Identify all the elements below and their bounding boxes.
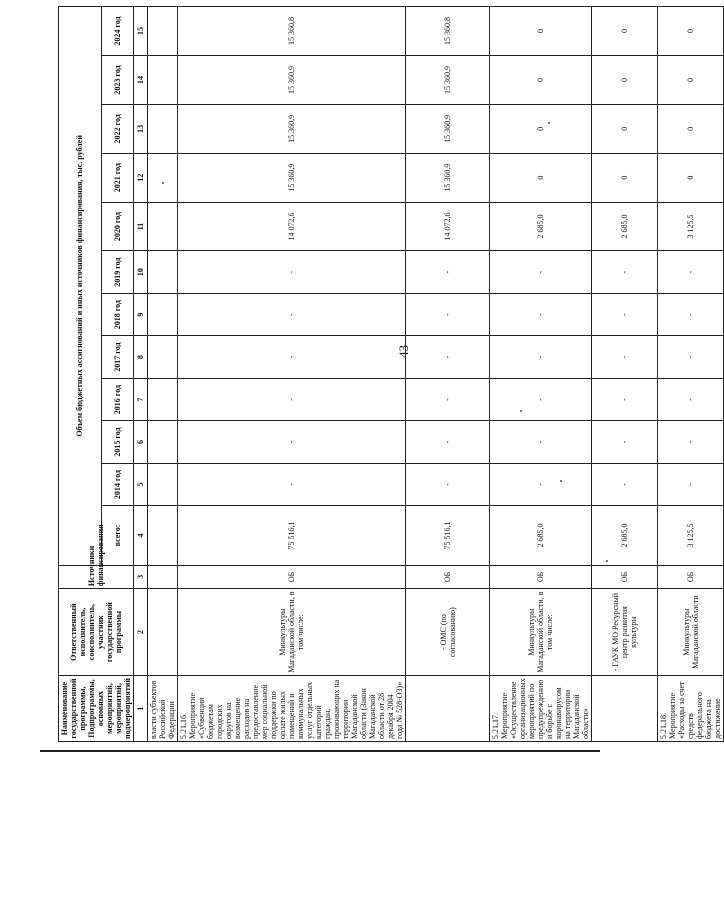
header-year: 2020 год xyxy=(101,202,133,251)
cell-value: 15 360,9 xyxy=(406,104,490,153)
header-year: 2019 год xyxy=(101,251,133,293)
cell-responsible: Минкультуры Магаданской области xyxy=(658,589,724,676)
cell-name: 5.21.17. Мероприятие «Осуществление организационных мероприятий по предупреждению и борьбе с коронавирусом на территории Магаданской области» xyxy=(490,676,592,742)
cell-value: - xyxy=(490,336,592,378)
column-number: 15 xyxy=(134,7,148,56)
column-number: 12 xyxy=(134,153,148,202)
column-number: 4 xyxy=(134,506,148,565)
cell-value: - xyxy=(406,378,490,420)
cell-value xyxy=(148,251,178,293)
cell-value: - xyxy=(178,463,406,505)
cell-total: 2 685,0 xyxy=(592,506,658,565)
cell-value: - xyxy=(406,251,490,293)
cell-value: 0 xyxy=(658,7,724,56)
cell-value: 0 xyxy=(490,7,592,56)
page-number: 43 xyxy=(396,345,411,358)
cell-value: - xyxy=(658,421,724,463)
cell-value: - xyxy=(178,293,406,335)
column-number: 2 xyxy=(134,589,148,676)
header-year: 2016 год xyxy=(101,378,133,420)
cell-value: - xyxy=(406,421,490,463)
cell-value: - xyxy=(592,378,658,420)
column-number: 7 xyxy=(134,378,148,420)
column-number: 8 xyxy=(134,336,148,378)
cell-value xyxy=(148,202,178,251)
header-year: 2015 год xyxy=(101,421,133,463)
cell-value: - xyxy=(178,378,406,420)
cell-value: - xyxy=(592,463,658,505)
cell-value: - xyxy=(406,293,490,335)
table-row xyxy=(592,7,658,742)
cell-name: власти субъектов Российской Федерации xyxy=(148,676,178,742)
cell-total: 75 516,1 xyxy=(406,506,490,565)
cell-value: - xyxy=(178,421,406,463)
header-responsible: Ответственный исполнитель, соисполнитель, участник государственной программы xyxy=(59,589,134,676)
cell-source: ОБ xyxy=(490,565,592,588)
scan-speck xyxy=(520,410,522,412)
cell-name: 5.21.18. Мероприятие «Расходы за счет средств федерального бюджета на достижение xyxy=(658,676,724,742)
cell-value xyxy=(148,56,178,105)
column-number: 10 xyxy=(134,251,148,293)
cell-name: 5.21.16. Мероприятие «Субвенции бюджетам городских округов на возмещение расходов на предоставление мер социальной поддержки по оплате жилых помещений и коммунальных услуг отдельных категорий граждан, проживающих на территории Магаданской области (Закон Магаданской области от 28 декабря 2004 года № 528-ОЗ)» xyxy=(178,676,406,742)
cell-value xyxy=(148,104,178,153)
header-year: 2017 год xyxy=(101,336,133,378)
cell-value: - xyxy=(658,251,724,293)
cell-total: 3 125,5 xyxy=(658,506,724,565)
cell-value xyxy=(148,7,178,56)
cell-value: 15 360,9 xyxy=(178,153,406,202)
column-number: 9 xyxy=(134,293,148,335)
cell-value: - xyxy=(592,421,658,463)
cell-value: 0 xyxy=(592,7,658,56)
cell-value: - xyxy=(178,336,406,378)
column-number: 3 xyxy=(134,565,148,588)
column-number: 14 xyxy=(134,56,148,105)
cell-name xyxy=(406,676,490,742)
cell-value: 0 xyxy=(658,104,724,153)
cell-value: 3 125,5 xyxy=(658,202,724,251)
cell-source: ОБ xyxy=(592,565,658,588)
funding-table xyxy=(58,6,724,742)
cell-value: 0 xyxy=(490,153,592,202)
cell-responsible: Минкультуры Магаданской области, в том числе: xyxy=(490,589,592,676)
column-number: 5 xyxy=(134,463,148,505)
cell-value: 0 xyxy=(490,104,592,153)
cell-value: - xyxy=(658,336,724,378)
header-year: 2018 год xyxy=(101,293,133,335)
cell-responsible: - ОМС (по согласованию) xyxy=(406,589,490,676)
cell-total xyxy=(148,506,178,565)
cell-value: - xyxy=(406,463,490,505)
cell-value: - xyxy=(592,251,658,293)
table-row xyxy=(658,7,724,742)
scan-speck xyxy=(560,480,562,482)
cell-value: 14 072,6 xyxy=(406,202,490,251)
cell-value: 15 360,8 xyxy=(406,7,490,56)
cell-source: ОБ xyxy=(658,565,724,588)
column-number: 6 xyxy=(134,421,148,463)
header-year: 2021 год xyxy=(101,153,133,202)
cell-value: - xyxy=(178,251,406,293)
cell-value: 15 360,9 xyxy=(406,56,490,105)
cell-name xyxy=(592,676,658,742)
cell-value: 0 xyxy=(658,153,724,202)
column-number: 1 xyxy=(134,676,148,742)
table-row xyxy=(490,7,592,742)
scan-speck xyxy=(548,122,550,124)
cell-value: 14 072,6 xyxy=(178,202,406,251)
cell-value: 0 xyxy=(658,56,724,105)
cell-value: - xyxy=(490,251,592,293)
cell-value xyxy=(148,293,178,335)
cell-responsible: - ГАУК МО Ресурсный центр развития культуры xyxy=(592,589,658,676)
scan-speck xyxy=(162,182,164,184)
header-total: всего: xyxy=(101,506,133,565)
cell-total: 2 685,0 xyxy=(490,506,592,565)
cell-total: 75 516,1 xyxy=(178,506,406,565)
table-row xyxy=(406,7,490,742)
header-name: Наименование государственной программы, Подпрограммы, основных мероприятий, мероприятий, подмероприятий xyxy=(59,676,134,742)
cell-value: 0 xyxy=(592,153,658,202)
cell-value: 15 360,9 xyxy=(178,56,406,105)
cell-value: - xyxy=(658,463,724,505)
column-number: 11 xyxy=(134,202,148,251)
rotated-table-wrapper xyxy=(58,6,722,742)
cell-value: 15 360,8 xyxy=(178,7,406,56)
cell-value: - xyxy=(490,378,592,420)
cell-source: ОБ xyxy=(406,565,490,588)
cell-value: - xyxy=(490,293,592,335)
column-number-row xyxy=(134,7,148,742)
cell-value: - xyxy=(658,378,724,420)
cell-value xyxy=(148,336,178,378)
cell-value xyxy=(148,378,178,420)
cell-source: ОБ xyxy=(178,565,406,588)
scan-speck xyxy=(606,560,608,562)
table-row xyxy=(178,7,406,742)
header-funding: Объем бюджетных ассигнований и иных источников финансирования, тыс. рублей xyxy=(59,7,102,566)
table-row xyxy=(148,7,178,742)
header-year: 2014 год xyxy=(101,463,133,505)
cell-value: - xyxy=(658,293,724,335)
cell-value xyxy=(148,421,178,463)
cell-value: - xyxy=(592,293,658,335)
header-year: 2023 год xyxy=(101,56,133,105)
header-source: Источники финансирования xyxy=(59,565,134,588)
cell-value: 0 xyxy=(592,56,658,105)
cell-value: - xyxy=(592,336,658,378)
cell-source xyxy=(148,565,178,588)
cell-value: - xyxy=(490,463,592,505)
cell-value: 0 xyxy=(490,56,592,105)
cell-value: 15 360,9 xyxy=(178,104,406,153)
cell-value: 0 xyxy=(592,104,658,153)
header-year: 2022 год xyxy=(101,104,133,153)
cell-value: 15 360,9 xyxy=(406,153,490,202)
column-number: 13 xyxy=(134,104,148,153)
cell-value: 2 685,0 xyxy=(490,202,592,251)
header-year: 2024 год xyxy=(101,7,133,56)
cell-responsible xyxy=(148,589,178,676)
cell-value: - xyxy=(490,421,592,463)
cell-responsible: Минкультуры Магаданской области, в том числе: xyxy=(178,589,406,676)
cell-value xyxy=(148,153,178,202)
cell-value: - xyxy=(406,336,490,378)
cell-value: 2 685,0 xyxy=(592,202,658,251)
cell-value xyxy=(148,463,178,505)
horizontal-rule xyxy=(40,750,600,752)
